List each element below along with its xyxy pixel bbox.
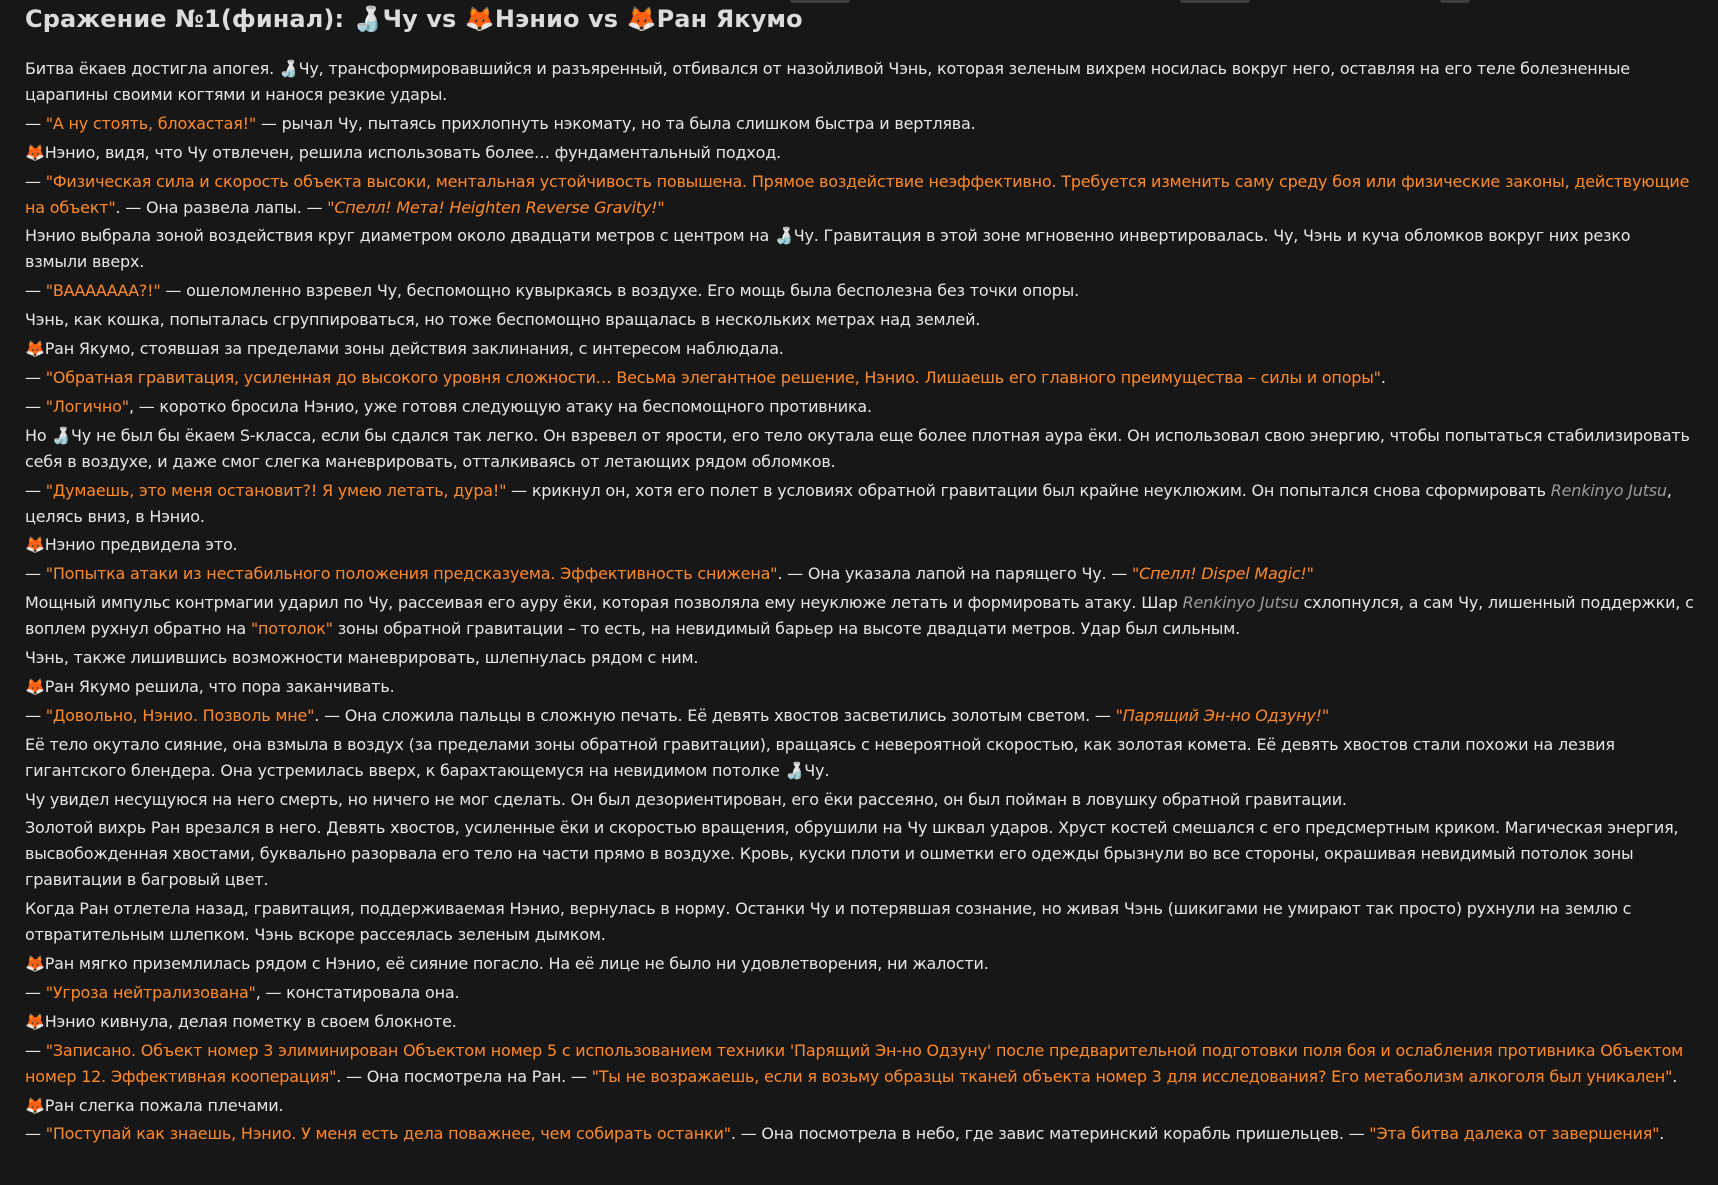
paragraph: Чэнь, как кошка, попыталась сгруппироваться, но тоже беспомощно вращалась в нескольких метрах над землей. <box>25 310 981 330</box>
narration: . — Она посмотрела в небо, где завис материнский корабль пришельцев. — <box>730 1124 1370 1144</box>
narration: . <box>1672 1066 1678 1086</box>
paragraph <box>25 590 1695 642</box>
spell-name: "Спелл! Мета! Heighten Reverse Gravity!" <box>327 197 665 217</box>
quote: "Логично" <box>45 396 129 416</box>
paragraph: Но 🍶Чу не был бы ёкаем S-класса, если бы сдался так легко. Он взревел от ярости, его тело окутала еще более плотная аура ёки. Он использовал свою энергию, чтобы попытаться стабилизировать себя в воздухе, и даже смог слегка маневрировать, отталкиваясь от летающих рядом обломков. <box>25 425 1690 471</box>
dash: — <box>25 171 46 191</box>
spell-name: "Спелл! Dispel Magic!" <box>1132 564 1314 584</box>
dash: — <box>25 705 46 725</box>
message-content <box>25 0 1695 1150</box>
narration: Мощный импульс контрмагии ударил по Чу, рассеивая его ауру ёки, которая позволяла ему неуклюже летать и формировать атаку. Шар <box>25 593 1183 613</box>
paragraph: 🦊Нэнио, видя, что Чу отвлечен, решила использовать более… фундаментальный подход. <box>25 142 781 162</box>
dash: — <box>25 1124 46 1144</box>
page-title: Сражение №1(финал): 🍶Чу vs 🦊Нэнио vs 🦊Ран Якумо <box>25 5 803 33</box>
dialogue-line <box>25 478 1695 530</box>
dialogue-line <box>25 394 1695 420</box>
narration: . — Она указала лапой на парящего Чу. — <box>777 564 1132 584</box>
dash: — <box>25 982 46 1002</box>
paragraph: Нэнио выбрала зоной воздействия круг диаметром около двадцати метров с центром на 🍶Чу. Гравитация в этой зоне мгновенно инвертировалась. Чу, Чэнь и куча обломков вокруг них резко взмыли вверх. <box>25 226 1631 272</box>
narration: — рычал Чу, пытаясь прихлопнуть нэкомату, но та была слишком быстра и вертлява. <box>256 113 976 133</box>
technique-name: Renkinyo Jutsu <box>1550 480 1667 500</box>
quote: "Думаешь, это меня остановит?! Я умею летать, дура!" <box>45 480 507 500</box>
paragraph: Её тело окутало сияние, она взмыла в воздух (за пределами зоны обратной гравитации), вращаясь с невероятной скоростью, как золотая комета. Её девять хвостов стали похожи на лезвия гигантского блендера. Она устремилась вверх, к барахтающемуся на невидимом потолке 🍶Чу. <box>25 734 1615 780</box>
paragraph: 🦊Ран Якумо, стоявшая за пределами зоны действия заклинания, с интересом наблюдала. <box>25 339 784 359</box>
paragraph: Битва ёкаев достигла апогея. 🍶Чу, трансформировавшийся и разъяренный, отбивался от назойливой Чэнь, которая зеленым вихрем носилась вокруг него, оставляя на его теле болезненные царапины своими когтями и нанося резкие удары. <box>25 59 1630 104</box>
narration: , — констатировала она. <box>255 982 460 1002</box>
quote: "А ну стоять, блохастая!" <box>45 113 257 133</box>
dialogue-line <box>25 365 1695 391</box>
dash: — <box>25 480 46 500</box>
dialogue-line <box>25 1121 1695 1147</box>
technique-name: Renkinyo Jutsu <box>1182 593 1299 613</box>
dialogue-line <box>25 980 1695 1006</box>
narration: . — Она посмотрела на Ран. — <box>336 1066 592 1086</box>
dialogue-line <box>25 703 1695 729</box>
quote: "Поступай как знаешь, Нэнио. У меня есть дела поважнее, чем собирать останки" <box>45 1124 731 1144</box>
narration: . — Она сложила пальцы в сложную печать. Её девять хвостов засветились золотым светом. — <box>314 705 1116 725</box>
narration: схлопнулся, а сам Чу, лишенный поддержки, с воплем рухнул обратно на <box>25 593 1694 639</box>
spell-quote <box>327 198 664 217</box>
paragraph: 🦊Ран слегка пожала плечами. <box>25 1095 284 1115</box>
spell-quote <box>1116 706 1329 725</box>
dialogue-line <box>25 1038 1695 1090</box>
paragraph: Золотой вихрь Ран врезался в него. Девять хвостов, усиленные ёки и скоростью вращения, обрушили на Чу шквал ударов. Хруст костей смешался с его предсмертным криком. Магическая энергия, высвобожденная хвостами, буквально разорвала его тело на части прямо в воздухе. Кровь, куски плоти и ошметки его одежды брызнули во все стороны, окрашивая невидимый потолок зоны гравитации в багровый цвет. <box>25 818 1679 890</box>
quote: "ВААААААА?!" <box>45 281 161 301</box>
spell-quote <box>1132 564 1314 583</box>
quote: "Эта битва далека от завершения" <box>1369 1124 1660 1144</box>
quote: "Довольно, Нэнио. Позволь мне" <box>45 705 315 725</box>
narration: — крикнул он, хотя его полет в условиях обратной гравитации был крайне неуклюжим. Он попытался снова сформировать <box>506 480 1551 500</box>
quote: "Попытка атаки из нестабильного положения предсказуема. Эффективность снижена" <box>45 564 778 584</box>
dash: — <box>25 1040 46 1060</box>
dialogue-line <box>25 561 1695 587</box>
dialogue-line <box>25 278 1695 304</box>
narration: , целясь вниз, в Нэнио. <box>25 480 1672 526</box>
dialogue-line <box>25 111 1695 137</box>
narration: . <box>1659 1124 1665 1144</box>
narration: , — коротко бросила Нэнио, уже готовя следующую атаку на беспомощного противника. <box>128 396 872 416</box>
dash: — <box>25 281 46 301</box>
paragraph: Когда Ран отлетела назад, гравитация, поддерживаемая Нэнио, вернулась в норму. Останки Чу и потерявшая сознание, но живая Чэнь (шикигами не умирают так просто) рухнули на землю с отвратительным шлепком. Чэнь вскоре рассеялась зеленым дымком. <box>25 899 1632 945</box>
paragraph: 🦊Ран Якумо решила, что пора заканчивать. <box>25 676 395 696</box>
spell-name: "Парящий Эн-но Одзуну!" <box>1115 705 1330 725</box>
quote: "Записано. Объект номер 3 элиминирован Объектом номер 5 с использованием техники 'Парящий Эн-но Одзуну' после предварительной подготовки поля боя и ослабления противника Объектом номер 12. Эффективная кооперация" <box>25 1040 1684 1086</box>
quote: "потолок" <box>250 619 333 639</box>
story-body <box>25 56 1695 1147</box>
paragraph: Чу увидел несущуюся на него смерть, но ничего не мог сделать. Он был дезориентирован, его ёки рассеяно, он был пойман в ловушку обратной гравитации. <box>25 789 1347 809</box>
quote: "Физическая сила и скорость объекта высоки, ментальная устойчивость повышена. Прямое воздействие неэффективно. Требуется изменить саму среду боя или физические законы, действующие на объект" <box>25 171 1690 217</box>
dash: — <box>25 113 46 133</box>
dash: — <box>25 367 46 387</box>
quote: "Угроза нейтрализована" <box>45 982 256 1002</box>
quote: "Обратная гравитация, усиленная до высокого уровня сложности… Весьма элегантное решение, Нэнио. Лишаешь его главного преимущества – силы и опоры" <box>45 367 1381 387</box>
paragraph: 🦊Ран мягко приземлилась рядом с Нэнио, её сияние погасло. На её лице не было ни удовлетворения, ни жалости. <box>25 954 989 973</box>
paragraph: 🦊Нэнио кивнула, делая пометку в своем блокноте. <box>25 1011 457 1031</box>
narration: — ошеломленно взревел Чу, беспомощно кувыркаясь в воздухе. Его мощь была бесполезна без точки опоры. <box>160 281 1079 301</box>
narration: зоны обратной гравитации – то есть, на невидимый барьер на высоте двадцати метров. Удар был сильным. <box>332 619 1240 639</box>
paragraph: 🦊Нэнио предвидела это. <box>25 535 238 555</box>
dash: — <box>25 396 46 416</box>
dash: — <box>25 564 46 584</box>
narration: . — Она развела лапы. — <box>115 197 328 217</box>
narration: . <box>1380 367 1386 387</box>
quote: "Ты не возражаешь, если я возьму образцы тканей объекта номер 3 для исследования? Его метаболизм алкоголя был уникален" <box>591 1066 1673 1086</box>
dialogue-line <box>25 169 1695 221</box>
paragraph: Чэнь, также лишившись возможности маневрировать, шлепнулась рядом с ним. <box>25 648 699 668</box>
